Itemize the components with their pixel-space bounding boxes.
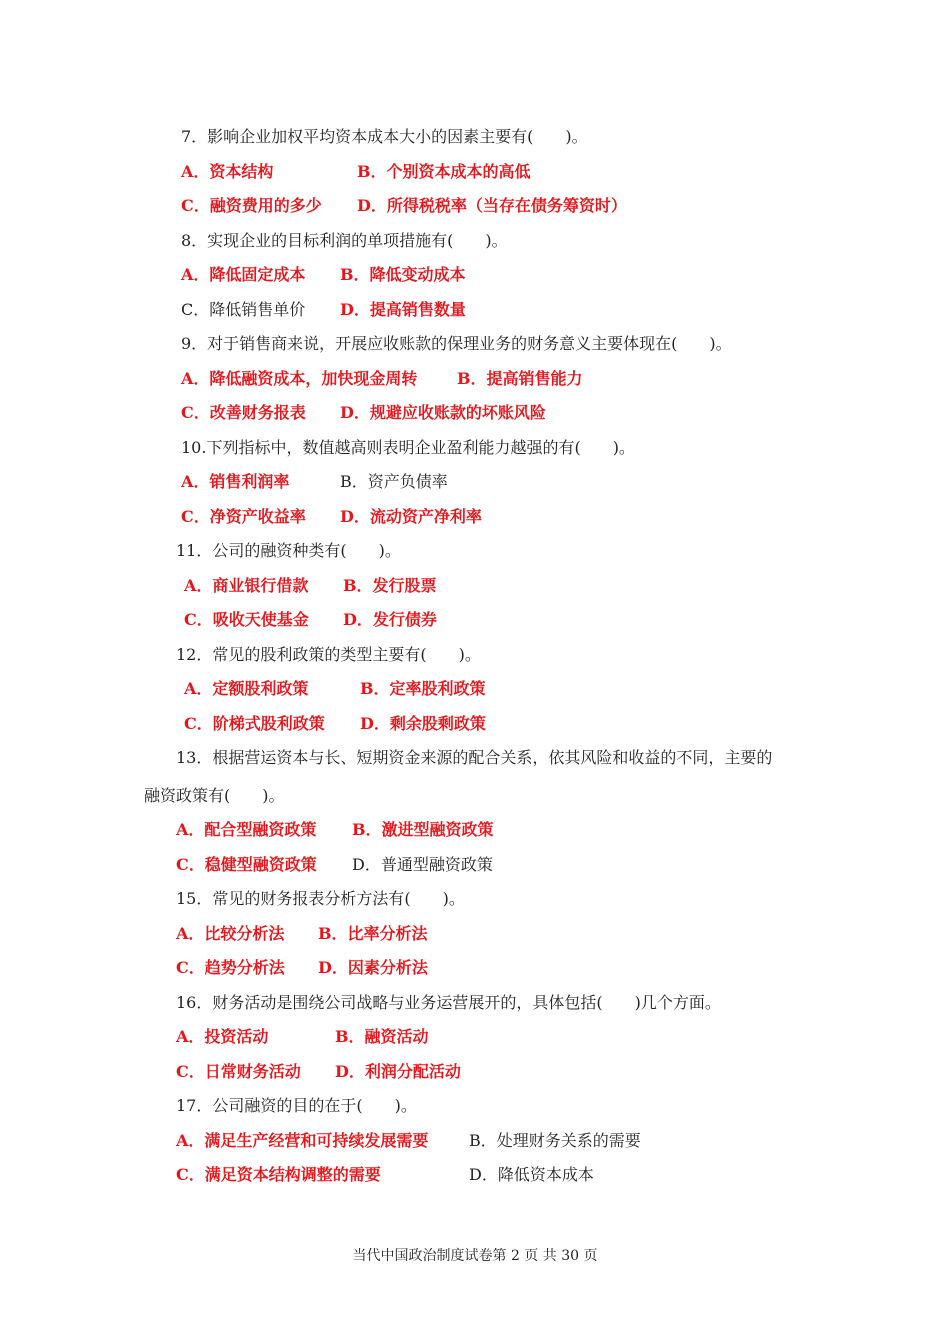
options-row-17-ab [176, 1130, 876, 1152]
option-15-a: A．比较分析法 [176, 924, 285, 943]
option-7-c: C．融资费用的多少 [181, 196, 322, 215]
option-8-b: B．降低变动成本 [340, 265, 466, 284]
options-row-9-ab [181, 368, 881, 390]
question-13: 13．根据营运资本与长、短期资金来源的配合关系，依其风险和收益的不同，主要的 [176, 748, 773, 767]
options-row-13-ab [176, 819, 876, 841]
option-11-d: D．发行债券 [343, 610, 437, 629]
options-row-10-ab [181, 471, 881, 493]
option-11-b: B．发行股票 [343, 576, 437, 595]
option-12-d: D．剩余股剩政策 [360, 714, 486, 733]
option-9-d: D．规避应收账款的坏账风险 [340, 403, 546, 422]
option-9-c: C．改善财务报表 [181, 403, 306, 422]
options-row-15-cd [176, 957, 876, 979]
option-15-c: C．趋势分析法 [176, 958, 285, 977]
option-12-a: A．定额股利政策 [184, 679, 309, 698]
options-row-16-cd [176, 1061, 876, 1083]
option-13-b: B．激进型融资政策 [352, 820, 494, 839]
options-row-17-cd [176, 1164, 876, 1186]
option-15-b: B．比率分析法 [318, 924, 428, 943]
option-10-a: A．销售利润率 [181, 472, 290, 491]
option-16-d: D．利润分配活动 [335, 1062, 461, 1081]
option-12-c: C．阶梯式股利政策 [184, 714, 325, 733]
option-9-b: B．提高销售能力 [457, 369, 583, 388]
question-17: 17．公司融资的目的在于( )。 [176, 1096, 417, 1115]
question-11: 11．公司的融资种类有( )。 [176, 541, 401, 560]
options-row-11-ab [184, 575, 884, 597]
option-10-b: B．资产负债率 [340, 472, 448, 491]
option-13-d: D．普通型融资政策 [352, 855, 493, 874]
option-10-d: D．流动资产净利率 [340, 507, 482, 526]
option-17-b: B．处理财务关系的需要 [469, 1131, 641, 1150]
option-7-d: D．所得税税率（当存在债务筹资时） [357, 196, 627, 215]
option-9-a: A．降低融资成本，加快现金周转 [181, 369, 418, 388]
options-row-13-cd [176, 854, 876, 876]
options-row-10-cd [181, 506, 881, 528]
option-15-d: D．因素分析法 [318, 958, 428, 977]
options-row-16-ab [176, 1026, 876, 1048]
options-row-11-cd [184, 609, 884, 631]
question-16: 16．财务活动是围绕公司战略与业务运营展开的，具体包括( )几个方面。 [176, 993, 721, 1012]
option-11-c: C．吸收天使基金 [184, 610, 309, 629]
options-row-9-cd [181, 402, 881, 424]
options-row-15-ab [176, 923, 876, 945]
option-8-a: A．降低固定成本 [181, 265, 306, 284]
options-row-8-ab [181, 264, 881, 286]
option-17-d: D．降低资本成本 [469, 1165, 594, 1184]
question-10: 10.下列指标中，数值越高则表明企业盈利能力越强的有( )。 [181, 438, 635, 457]
question-8: 8．实现企业的目标利润的单项措施有( )。 [181, 231, 508, 250]
option-8-c: C．降低销售单价 [181, 300, 306, 319]
option-13-a: A．配合型融资政策 [176, 820, 317, 839]
option-17-c: C．满足资本结构调整的需要 [176, 1165, 381, 1184]
options-row-12-ab [184, 678, 884, 700]
options-row-8-cd [181, 299, 881, 321]
option-16-a: A．投资活动 [176, 1027, 269, 1046]
option-7-a: A．资本结构 [181, 162, 274, 181]
option-10-c: C．净资产收益率 [181, 507, 306, 526]
option-16-c: C．日常财务活动 [176, 1062, 301, 1081]
option-11-a: A．商业银行借款 [184, 576, 309, 595]
question-15: 15．常见的财务报表分析方法有( )。 [176, 889, 465, 908]
option-13-c: C．稳健型融资政策 [176, 855, 317, 874]
question-12: 12．常见的股利政策的类型主要有( )。 [176, 645, 481, 664]
option-17-a: A．满足生产经营和可持续发展需要 [176, 1131, 429, 1150]
option-7-b: B．个别资本成本的高低 [357, 162, 531, 181]
question-9: 9．对于销售商来说，开展应收账款的保理业务的财务意义主要体现在( )。 [181, 334, 732, 353]
page-footer: 当代中国政治制度试卷第 2 页 共 30 页 [352, 1248, 598, 1264]
options-row-7-cd [181, 195, 881, 217]
option-12-b: B．定率股利政策 [360, 679, 486, 698]
question-7: 7．影响企业加权平均资本成本大小的因素主要有( )。 [181, 127, 588, 146]
options-row-7-ab [181, 161, 881, 183]
question-13-continued: 融资政策有( )。 [144, 786, 285, 805]
options-row-12-cd [184, 713, 884, 735]
option-8-d: D．提高销售数量 [340, 300, 466, 319]
option-16-b: B．融资活动 [335, 1027, 429, 1046]
